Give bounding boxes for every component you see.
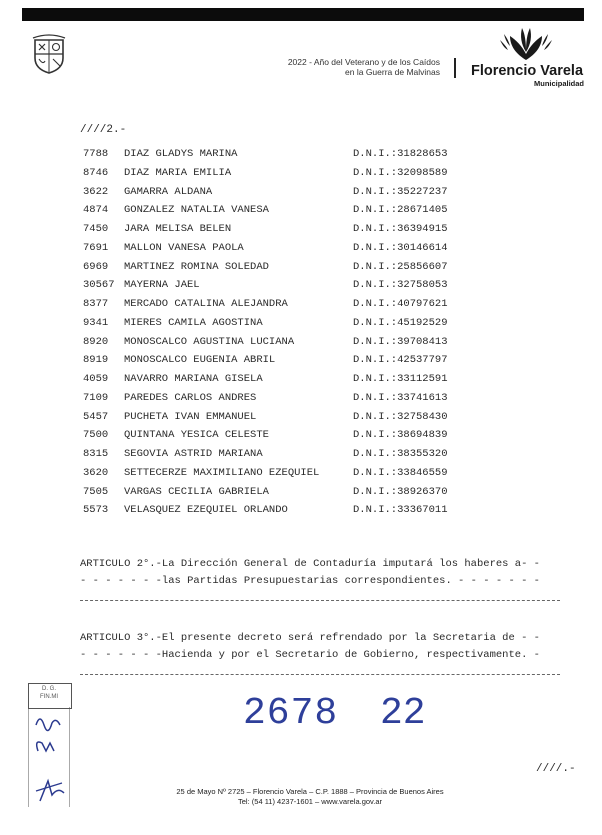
stamp-line-2: FIN.MI	[40, 694, 58, 700]
employee-name: SETTECERZE MAXIMILIANO EZEQUIEL	[124, 466, 320, 479]
decree-year: 22	[380, 692, 426, 735]
employee-dni: D.N.I.:38694839	[353, 429, 448, 442]
employee-list	[0, 146, 602, 521]
employee-name: MONOSCALCO AGUSTINA LUCIANA	[124, 335, 295, 348]
list-item	[0, 502, 602, 521]
employee-name: JARA MELISA BELEN	[124, 223, 232, 235]
page-continuation-mark: ////2.-	[80, 124, 127, 136]
list-item	[0, 146, 602, 165]
legajo-number: 4059	[83, 373, 109, 385]
employee-dni: D.N.I.:33741613	[353, 391, 448, 404]
list-item	[0, 390, 602, 409]
employee-name: GONZALEZ NATALIA VANESA	[124, 204, 269, 217]
list-item	[0, 484, 602, 503]
legajo-number: 8315	[83, 448, 109, 460]
brand-name: Florencio Varela	[470, 63, 584, 79]
list-item	[0, 371, 602, 390]
header-motto	[240, 57, 440, 77]
list-item	[0, 315, 602, 334]
legajo-number: 7500	[83, 429, 109, 442]
employee-dni: D.N.I.:32098589	[353, 166, 448, 179]
legajo-number: 30567	[83, 279, 115, 292]
employee-dni: D.N.I.:33367011	[353, 504, 448, 517]
coat-of-arms-icon	[32, 34, 66, 74]
handwritten-initials-icon	[28, 707, 70, 807]
employee-name: NAVARRO MARIANA GISELA	[124, 373, 263, 385]
legajo-number: 7450	[83, 223, 109, 235]
employee-name: MERCADO CATALINA ALEJANDRA	[124, 298, 288, 310]
list-item	[0, 465, 602, 484]
legajo-number: 7505	[83, 485, 109, 498]
legajo-number: 7691	[83, 241, 109, 254]
list-item	[0, 165, 602, 184]
employee-name: MALLON VANESA PAOLA	[124, 241, 244, 254]
employee-dni: D.N.I.:25856607	[353, 260, 448, 273]
employee-name: PAREDES CARLOS ANDRES	[124, 391, 257, 404]
employee-name: VELASQUEZ EZEQUIEL ORLANDO	[124, 504, 288, 517]
municipal-flower-logo-icon	[498, 24, 554, 62]
top-black-bar	[22, 8, 584, 21]
legajo-number: 5457	[83, 410, 109, 423]
legajo-number: 8377	[83, 298, 109, 310]
legajo-number: 5573	[83, 504, 109, 517]
employee-name: MARTINEZ ROMINA SOLEDAD	[124, 260, 269, 273]
next-page-mark: ////.-	[536, 763, 576, 775]
legajo-number: 9341	[83, 316, 109, 329]
employee-name: SEGOVIA ASTRID MARIANA	[124, 448, 263, 460]
employee-dni: D.N.I.:42537797	[353, 354, 448, 367]
legajo-number: 7788	[83, 148, 109, 160]
list-item	[0, 277, 602, 296]
legajo-number: 6969	[83, 260, 109, 273]
legajo-number: 3622	[83, 185, 109, 198]
legajo-number: 8746	[83, 166, 109, 179]
employee-dni: D.N.I.:33112591	[353, 373, 448, 385]
approval-stamp	[28, 683, 70, 807]
employee-dni: D.N.I.:40797621	[353, 298, 448, 310]
list-item	[0, 446, 602, 465]
list-item	[0, 334, 602, 353]
employee-dni: D.N.I.:32758430	[353, 410, 448, 423]
legajo-number: 8919	[83, 354, 109, 367]
motto-line-2: en la Guerra de Malvinas	[345, 67, 440, 77]
employee-name: DIAZ GLADYS MARINA	[124, 148, 238, 160]
employee-dni: D.N.I.:33846559	[353, 466, 448, 479]
employee-name: DIAZ MARIA EMILIA	[124, 166, 232, 179]
list-item	[0, 427, 602, 446]
list-item	[0, 296, 602, 315]
list-item	[0, 409, 602, 428]
employee-name: MAYERNA JAEL	[124, 279, 200, 292]
legajo-number: 3620	[83, 466, 109, 479]
list-item	[0, 221, 602, 240]
employee-dni: D.N.I.:35227237	[353, 185, 448, 198]
employee-dni: D.N.I.:36394915	[353, 223, 448, 235]
employee-name: MONOSCALCO EUGENIA ABRIL	[124, 354, 276, 367]
legajo-number: 4874	[83, 204, 109, 217]
articulo-3-line-1: ARTICULO 3°.-El presente decreto será refrendado por la Secretaria de - -	[80, 632, 540, 644]
articulo-2	[80, 556, 568, 589]
dashed-separator	[80, 674, 560, 675]
employee-dni: D.N.I.:28671405	[353, 204, 448, 217]
brand-subtitle: Municipalidad	[533, 79, 584, 88]
employee-name: QUINTANA YESICA CELESTE	[124, 429, 269, 442]
employee-name: VARGAS CECILIA GABRIELA	[124, 485, 269, 498]
list-item	[0, 202, 602, 221]
footer-contact: Tel: (54 11) 4237-1601 – www.varela.gov.ar	[238, 797, 382, 806]
decree-number: 2678	[243, 692, 339, 735]
list-item	[0, 259, 602, 278]
list-item	[0, 352, 602, 371]
employee-name: MIERES CAMILA AGOSTINA	[124, 316, 263, 329]
employee-name: GAMARRA ALDANA	[124, 185, 213, 198]
employee-dni: D.N.I.:39708413	[353, 335, 448, 348]
employee-dni: D.N.I.:32758053	[353, 279, 448, 292]
articulo-2-line-1: ARTICULO 2°.-La Dirección General de Contaduría imputará los haberes a- -	[80, 558, 540, 570]
legajo-number: 7109	[83, 391, 109, 404]
list-item	[0, 240, 602, 259]
employee-dni: D.N.I.:38926370	[353, 485, 448, 498]
employee-dni: D.N.I.:30146614	[353, 241, 448, 254]
articulo-3-line-2: - - - - - - -Hacienda y por el Secretario de Gobierno, respectivamente. -	[80, 648, 540, 661]
articulo-2-line-2: - - - - - - -las Partidas Presupuestarias correspondientes. - - - - - - -	[80, 574, 540, 587]
articulo-3	[80, 630, 568, 663]
footer-address: 25 de Mayo Nº 2725 – Florencio Varela – C.P. 1888 – Provincia de Buenos Aires	[176, 787, 444, 796]
employee-dni: D.N.I.:45192529	[353, 316, 448, 329]
stamp-text	[28, 685, 70, 701]
dashed-separator	[80, 600, 560, 601]
employee-dni: D.N.I.:38355320	[353, 448, 448, 460]
motto-line-1: 2022 - Año del Veterano y de los Caídos	[287, 57, 440, 67]
header-divider	[454, 58, 456, 78]
employee-dni: D.N.I.:31828653	[353, 148, 448, 160]
legajo-number: 8920	[83, 335, 109, 348]
list-item	[0, 184, 602, 203]
employee-name: PUCHETA IVAN EMMANUEL	[124, 410, 257, 423]
stamp-line-1: D. G.	[41, 686, 56, 692]
